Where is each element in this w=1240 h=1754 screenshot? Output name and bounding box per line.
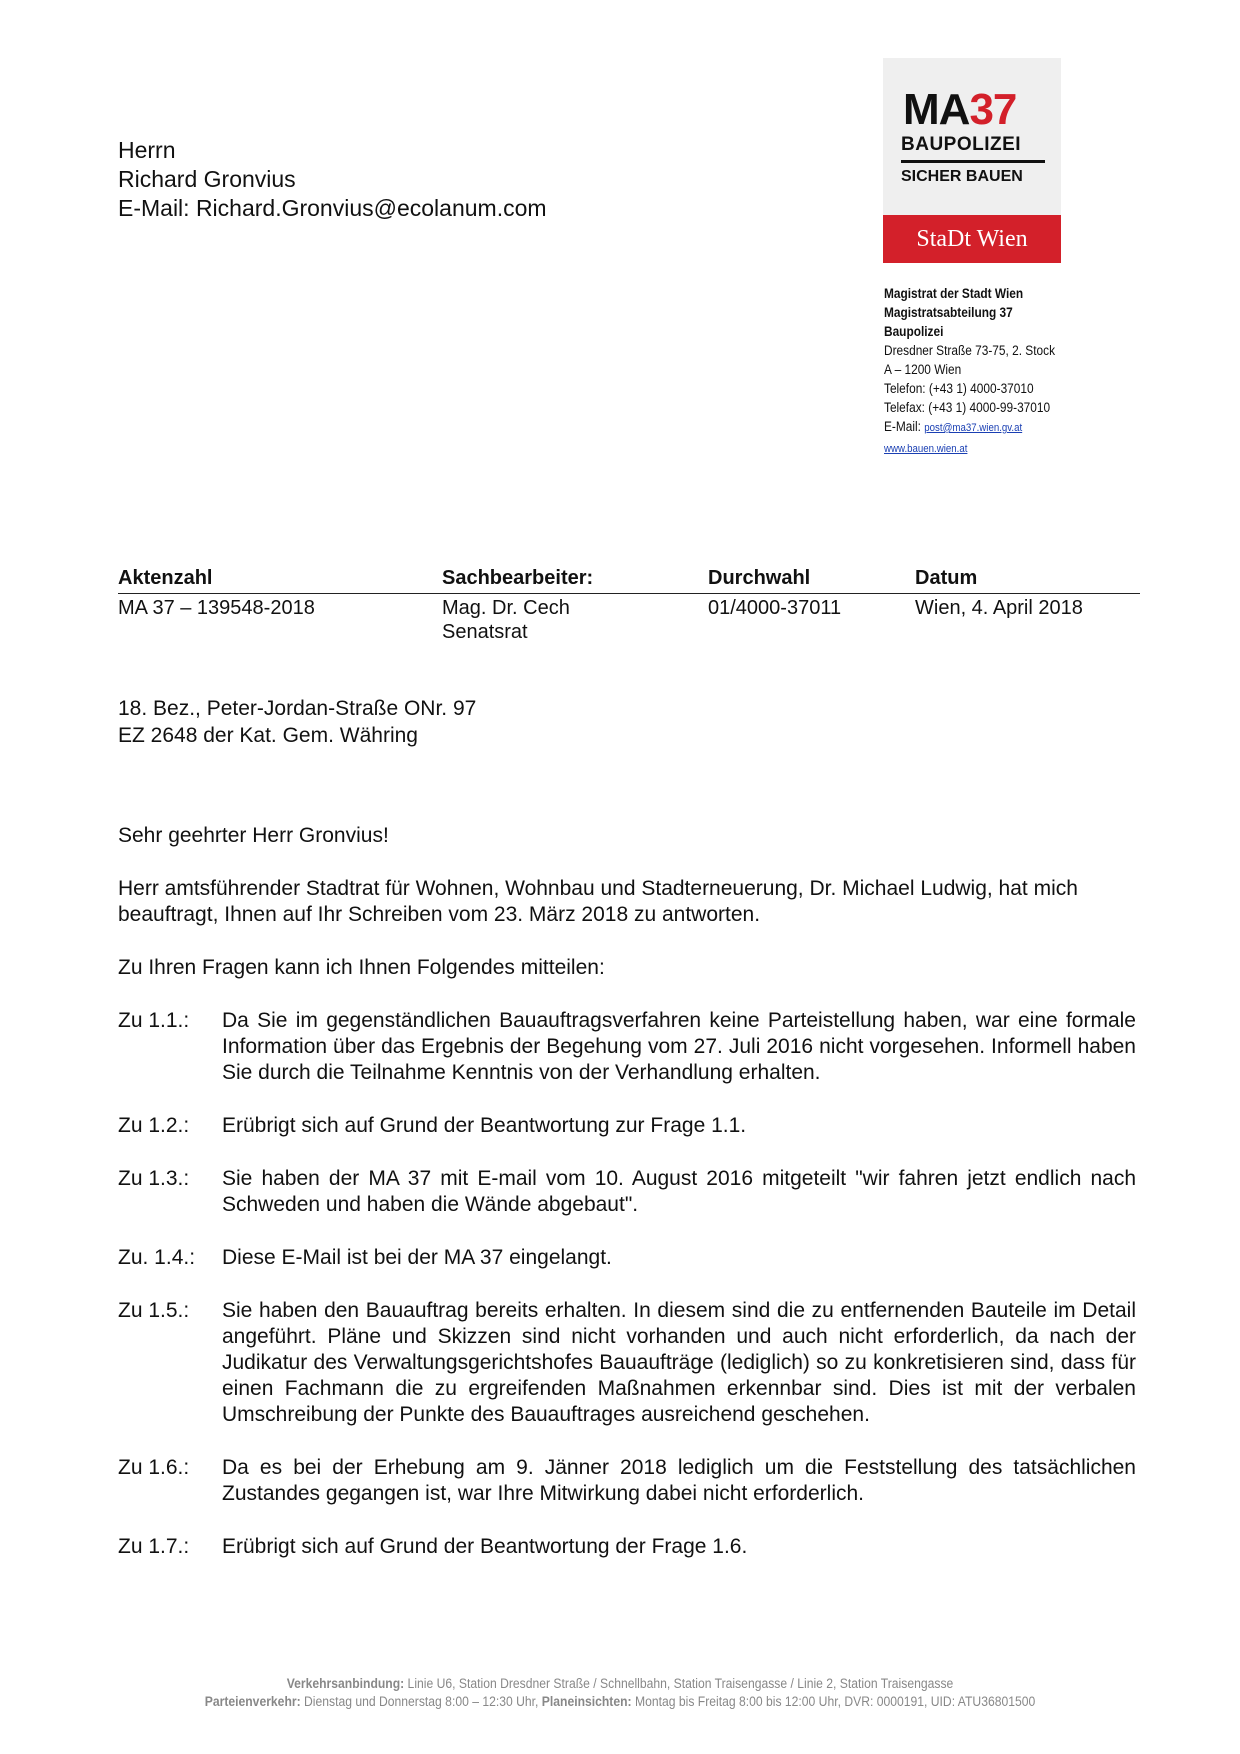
answer-item (118, 1298, 1136, 1428)
recipient-email: E-Mail: Richard.Gronvius@ecolanum.com (118, 195, 547, 221)
office-line3: Baupolizei (884, 324, 944, 339)
reference-value-row (118, 594, 1140, 654)
subject-line2: EZ 2648 der Kat. Gem. Währing (118, 724, 418, 747)
answer-label: Zu 1.6.: (118, 1456, 190, 1479)
office-line2: Magistratsabteilung 37 (884, 305, 1013, 320)
answer-label: Zu 1.5.: (118, 1299, 190, 1322)
letter-subject (118, 695, 476, 749)
footer-transport: Verkehrsanbindung: Linie U6, Station Dresdner Straße / Schnellbahn, Station Traisengasse / Linie 2, Station Traisengasse (286, 1676, 954, 1691)
office-email-row (884, 417, 1055, 438)
value-durchwahl: 01/4000-37011 (708, 597, 842, 619)
office-address: Dresdner Straße 73-75, 2. Stock (884, 343, 1056, 358)
lead-paragraph: Zu Ihren Fragen kann ich Ihnen Folgendes mitteilen: (118, 956, 605, 979)
answer-label: Zu. 1.4.: (118, 1246, 196, 1269)
answer-text: Da es bei der Erhebung am 9. Jänner 2018 lediglich um die Feststellung des tatsächlichen Zustandes gegangen ist, war Ihre Mitwirkung dabei nicht erforderlich. (222, 1456, 1136, 1505)
logo-ma37-wordmark: MA37 (903, 85, 1017, 134)
intro-paragraph: Herr amtsführender Stadtrat für Wohnen, Wohnbau und Stadterneuerung, Dr. Michael Ludwig, hat mich beauftragt, Ihnen auf Ihr Schreiben vom 23. März 2018 zu antworten. (118, 877, 1078, 926)
value-sachbearbeiter: Mag. Dr. Cech Senatsrat (442, 597, 570, 643)
page-footer (62, 1675, 1178, 1711)
reference-table (118, 565, 1140, 654)
logo-baupolizei: BAUPOLIZEI (901, 134, 1022, 155)
answer-label: Zu 1.1.: (118, 1009, 190, 1032)
answer-item (118, 1455, 1136, 1507)
answer-text: Sie haben den Bauauftrag bereits erhalten. In diesem sind die zu entfernenden Bauteile im Detail angeführt. Pläne und Skizzen sind nicht vorhanden und auch nicht erforderlich, da nach der Judikatur des Verwaltungsgerichtshofes Bauaufträge (lediglich) so zu konkretisieren sind, dass für einen Fachmann die zu ergreifenden Maßnahmen erkennbar sind. Dies ist mit der verbalen Umschreibung der Punkte des Bauauftrages ausreichend geschehen. (222, 1299, 1136, 1426)
reference-header-row (118, 565, 1140, 594)
answer-item (118, 1113, 1136, 1139)
value-aktenzahl: MA 37 – 139548-2018 (118, 597, 315, 619)
answer-text: Sie haben der MA 37 mit E-mail vom 10. August 2016 mitgeteilt "wir fahren jetzt endlich nach Schweden und haben die Wände abgebaut". (222, 1167, 1136, 1216)
answer-text: Erübrigt sich auf Grund der Beantwortung der Frage 1.6. (222, 1535, 748, 1558)
answer-label: Zu 1.3.: (118, 1167, 190, 1190)
office-fax: Telefax: (+43 1) 4000-99-37010 (884, 400, 1051, 415)
answer-label: Zu 1.2.: (118, 1114, 190, 1137)
office-web-link[interactable]: www.bauen.wien.at (884, 443, 968, 455)
footer-hours: Parteienverkehr: Dienstag und Donnerstag 8:00 – 12:30 Uhr, Planeinsichten: Montag bis Freitag 8:00 bis 12:00 Uhr, DVR: 0000191, UID: ATU36801500 (204, 1694, 1036, 1709)
recipient-name: Richard Gronvius (118, 166, 296, 192)
answer-text: Diese E-Mail ist bei der MA 37 eingelangt. (222, 1246, 612, 1269)
answer-item (118, 1534, 1136, 1560)
office-email-link[interactable]: post@ma37.wien.gv.at (924, 422, 1023, 434)
logo-sicher-bauen: SICHER BAUEN (901, 168, 1023, 185)
answer-item (118, 1008, 1136, 1086)
answer-item (118, 1245, 1136, 1271)
header-aktenzahl: Aktenzahl (118, 567, 213, 589)
recipient-address (118, 136, 547, 223)
logo-stadt-wien: StaDt Wien (883, 215, 1061, 263)
value-datum: Wien, 4. April 2018 (915, 597, 1083, 619)
header-datum: Datum (915, 567, 978, 589)
answer-item (118, 1166, 1136, 1218)
greeting: Sehr geehrter Herr Gronvius! (118, 824, 389, 847)
logo-divider (901, 160, 1045, 163)
answer-text: Erübrigt sich auf Grund der Beantwortung zur Frage 1.1. (222, 1114, 747, 1137)
office-phone: Telefon: (+43 1) 4000-37010 (884, 381, 1034, 396)
office-email-label: E-Mail: (884, 419, 925, 434)
office-line1: Magistrat der Stadt Wien (884, 286, 1024, 301)
office-contact-block (884, 284, 1055, 459)
subject-line1: 18. Bez., Peter-Jordan-Straße ONr. 97 (118, 697, 477, 720)
ma37-logo (883, 58, 1061, 263)
office-city: A – 1200 Wien (884, 362, 962, 377)
header-durchwahl: Durchwahl (708, 567, 811, 589)
recipient-salutation: Herrn (118, 137, 176, 163)
letter-body (118, 823, 1136, 1587)
header-sachbearbeiter: Sachbearbeiter: (442, 567, 594, 589)
answer-label: Zu 1.7.: (118, 1535, 190, 1558)
answer-text: Da Sie im gegenständlichen Bauauftragsverfahren keine Parteistellung haben, war eine formale Information über das Ergebnis der Begehung vom 27. Juli 2016 nicht vorgesehen. Informell haben Sie durch die Teilnahme Kenntnis von der Verhandlung erhalten. (222, 1009, 1136, 1084)
